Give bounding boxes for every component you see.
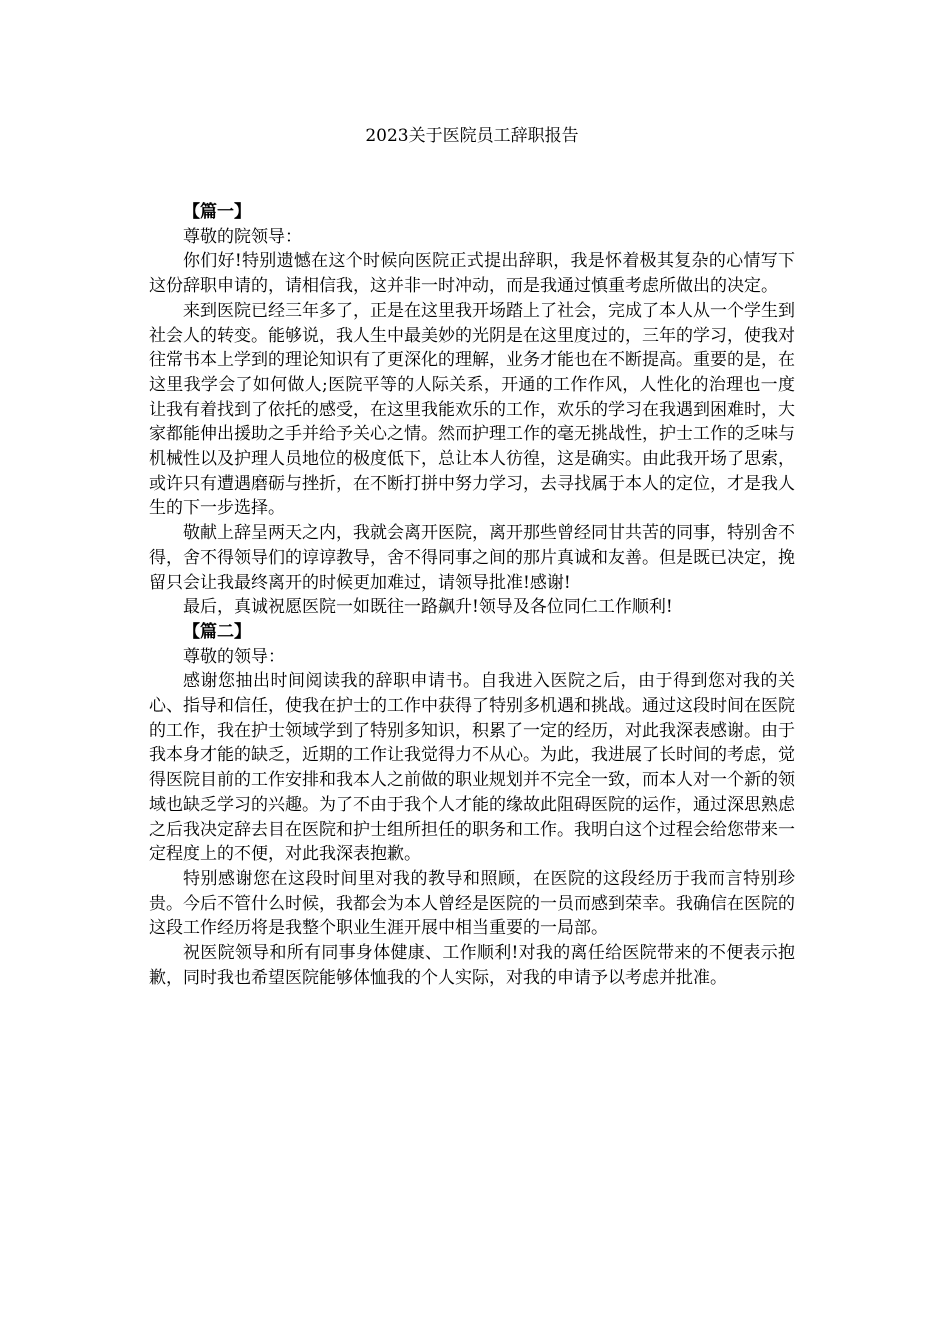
section-1-heading: 【篇一】	[183, 202, 251, 222]
section-2-paragraph: 祝医院领导和所有同事身体健康、工作顺利!对我的离任给医院带来的不便表示抱歉，同时我也希望医院能够体恤我的个人实际，对我的申请予以考虑并批准。	[149, 943, 795, 988]
section-2-paragraph: 特别感谢您在这段时间里对我的教导和照顾，在医院的这段经历于我而言特别珍贵。今后不管什么时候，我都会为本人曾经是医院的一员而感到荣幸。我确信在医院的这段工作经历将是我整个职业生涯开展中相当重要的一局部。	[149, 868, 795, 939]
section-2-heading: 【篇二】	[183, 621, 251, 642]
document-title: 2023关于医院员工辞职报告	[365, 126, 579, 146]
section-2-salutation: 尊敬的领导：	[183, 646, 285, 667]
section-2-paragraph: 感谢您抽出时间阅读我的辞职申请书。自我进入医院之后，由于得到您对我的关心、指导和信任，使我在护士的工作中获得了特别多机遇和挑战。通过这段时间在医院的工作，我在护士领域学到了特别多知识，积累了一定的经历，对此我深表感谢。由于我本身才能的缺乏，近期的工作让我觉得力不从心。为此，我进展了长时间的考虑，觉得医院目前的工作安排和我本人之前做的职业规划并不完全一致，而本人对一个新的领域也缺乏学习的兴趣。为了不由于我个人才能的缘故此阻碍医院的运作，通过深思熟虑之后我决定辞去目在医院和护士组所担任的职务和工作。我明白这个过程会给您带来一定程度上的不便，对此我深表抱歉。	[149, 671, 795, 865]
document-body	[149, 200, 795, 991]
section-1-paragraph: 最后，真诚祝愿医院一如既往一路飙升!领导及各位同仁工作顺利!	[183, 597, 673, 618]
section-1-salutation: 尊敬的院领导：	[183, 226, 302, 247]
section-1-paragraph: 来到医院已经三年多了，正是在这里我开场踏上了社会，完成了本人从一个学生到社会人的转变。能够说，我人生中最美妙的光阴是在这里度过的，三年的学习，使我对往常书本上学到的理论知识有了更深化的理解，业务才能也在不断提高。重要的是，在这里我学会了如何做人;医院平等的人际关系，开通的工作作风，人性化的治理也一度让我有着找到了依托的感受，在这里我能欢乐的工作，欢乐的学习在我遇到困难时，大家都能伸出援助之手并给予关心之情。然而护理工作的毫无挑战性，护士工作的乏味与机械性以及护理人员地位的极度低下，总让本人彷徨，这是确实。由此我开场了思索，或许只有遭遇磨砺与挫折，在不断打拼中努力学习，去寻找属于本人的定位，才是我人生的下一步选择。	[149, 300, 795, 519]
section-1-paragraph: 敬献上辞呈两天之内，我就会离开医院，离开那些曾经同甘共苦的同事，特别舍不得，舍不得领导们的谆谆教导，舍不得同事之间的那片真诚和友善。但是既已决定，挽留只会让我最终离开的时候更加难过，请领导批准!感谢!	[149, 523, 795, 593]
section-1-paragraph: 你们好!特别遗憾在这个时候向医院正式提出辞职，我是怀着极其复杂的心情写下这份辞职申请的，请相信我，这并非一时冲动，而是我通过慎重考虑所做出的决定。	[149, 251, 795, 297]
